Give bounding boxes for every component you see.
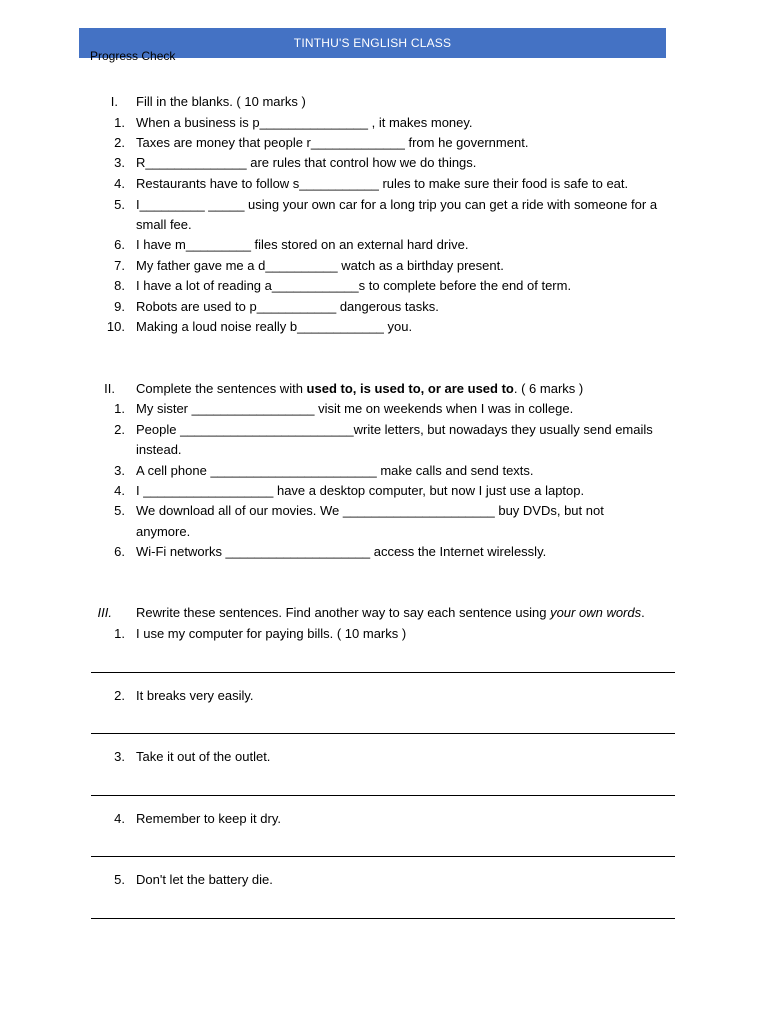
section-1-numeral: I.	[110, 94, 118, 109]
s2-item-3: 3. A cell phone _______________________ make calls and send texts.	[114, 463, 534, 478]
answer-line-4[interactable]	[91, 856, 675, 857]
s1-item-9: 9. Robots are used to p___________ dangerous tasks.	[114, 299, 439, 314]
s1-item-4: 4. Restaurants have to follow s___________ rules to make sure their food is safe to eat.	[114, 176, 629, 191]
answer-line-1[interactable]	[91, 672, 675, 673]
s1-item-5-continued: small fee.	[136, 217, 192, 232]
hidden-subtitle: Progress Check	[90, 49, 176, 63]
s1-item-8: 8. I have a lot of reading a____________s to complete before the end of term.	[114, 278, 572, 293]
answer-line-3[interactable]	[91, 795, 675, 796]
s2-item-1: 1. My sister _________________ visit me on weekends when I was in college.	[114, 401, 574, 416]
answer-line-2[interactable]	[91, 733, 675, 734]
s2-item-5-continued: anymore.	[136, 524, 191, 539]
s1-item-2: 2. Taxes are money that people r_____________ from he government.	[114, 135, 529, 150]
s1-item-7: 7. My father gave me a d__________ watch as a birthday present.	[114, 258, 504, 273]
section-2-title: Complete the sentences with used to, is used to, or are used to. ( 6 marks )	[136, 381, 584, 396]
section-3-title: Rewrite these sentences. Find another way to say each sentence using your own words.	[136, 605, 645, 620]
header-title: TINTHU'S ENGLISH CLASS	[293, 36, 452, 50]
s2-item-4: 4. I __________________ have a desktop computer, but now I just use a laptop.	[114, 483, 585, 498]
answer-line-5[interactable]	[91, 918, 675, 919]
section-3-numeral: III.	[97, 605, 112, 620]
s2-item-5: 5. We download all of our movies. We _____________________ buy DVDs, but not	[114, 503, 604, 518]
s1-item-10: 10. Making a loud noise really b____________ you.	[106, 319, 413, 334]
s2-item-6: 6. Wi-Fi networks ____________________ access the Internet wirelessly.	[114, 544, 547, 559]
s2-item-2: 2. People ________________________write letters, but nowadays they usually send emails	[114, 422, 653, 437]
s1-item-1: 1. When a business is p_______________ , it makes money.	[114, 115, 473, 130]
section-3-heading	[0, 603, 768, 623]
s3-item-1: 1. I use my computer for paying bills. ( 10 marks )	[114, 626, 407, 641]
s3-item-3: 3. Take it out of the outlet.	[114, 749, 271, 764]
section-2-numeral: II.	[104, 381, 115, 396]
s3-item-4: 4. Remember to keep it dry.	[114, 811, 281, 826]
section-1-heading	[0, 92, 768, 112]
s1-item-3: 3. R______________ are rules that control how we do things.	[114, 155, 477, 170]
s1-item-6: 6. I have m_________ files stored on an external hard drive.	[114, 237, 469, 252]
s2-item-2-continued: instead.	[136, 442, 182, 457]
section-2-heading	[0, 379, 768, 399]
s1-item-5: 5. I_________ _____ using your own car for a long trip you can get a ride with someone for a	[114, 197, 658, 212]
section-1-title: Fill in the blanks. ( 10 marks )	[136, 94, 306, 109]
s3-item-5: 5. Don't let the battery die.	[114, 872, 273, 887]
s3-item-2: 2. It breaks very easily.	[114, 688, 254, 703]
